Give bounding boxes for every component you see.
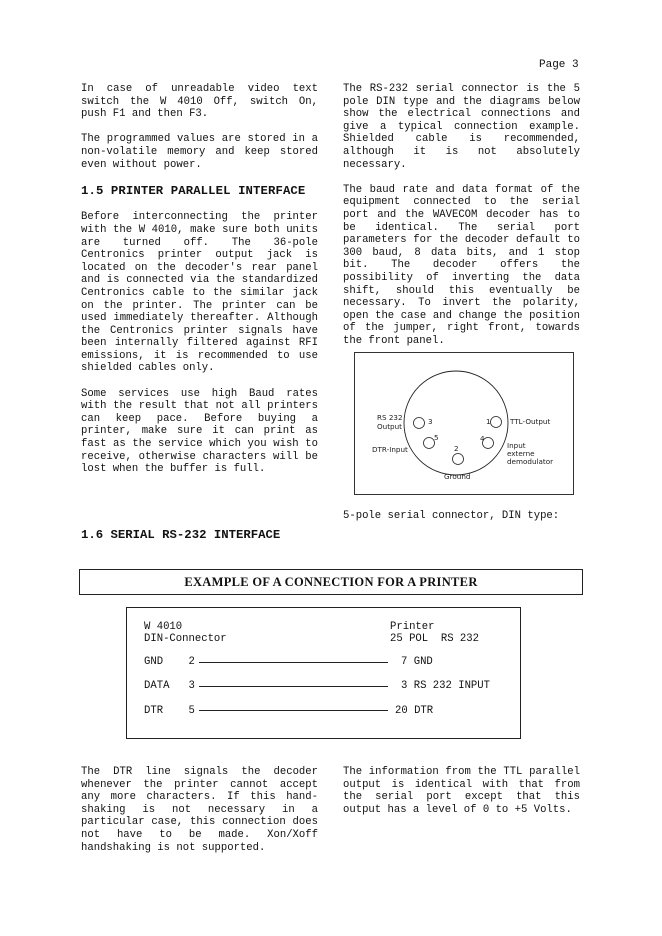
wire-gnd bbox=[199, 662, 388, 663]
example-title: EXAMPLE OF A CONNECTION FOR A PRINTER bbox=[79, 569, 583, 595]
ttl-output-label: TTL-Output bbox=[510, 417, 551, 426]
pin-5-label: 5 bbox=[434, 433, 439, 442]
input-label: demodulator bbox=[507, 457, 554, 466]
row-left-dtr: DTR 5 bbox=[144, 705, 195, 717]
dtr-input-label: DTR-Input bbox=[372, 445, 408, 454]
bottom-left-column bbox=[81, 766, 318, 867]
pin-3-circle bbox=[414, 418, 425, 429]
paragraph: Some services use high Baud rates with the result that not all printers can keep pace. Before buying a printer, make sure it can print as fast as the service which you wish to receive, otherwise characters will be lost when the buffer is full. bbox=[81, 387, 318, 476]
paragraph: The RS-232 serial connector is the 5 pole DIN type and the diagrams below show the electrical connections and give a typical connection example. Shielded cable is recommended, although it is not absolutely necessary. bbox=[343, 83, 580, 171]
row-left-data: DATA 3 bbox=[144, 680, 195, 692]
pin-1-circle bbox=[491, 417, 502, 428]
input-label: Input bbox=[507, 441, 526, 450]
din-connector-label: DIN-Connector bbox=[144, 633, 227, 645]
pin-5-circle bbox=[424, 438, 435, 449]
row-right-gnd: 7 GND bbox=[401, 656, 433, 668]
pin-2-label: 2 bbox=[454, 444, 459, 453]
ground-label: Ground bbox=[444, 472, 471, 481]
rs232-output-label: RS 232 bbox=[377, 413, 403, 422]
page-number: Page 3 bbox=[539, 59, 579, 71]
din-connector-figure bbox=[355, 353, 573, 494]
paragraph: Before interconnecting the printer with the W 4010, make sure both units are turned off. The 36-pole Centronics printer output jack is located on the decoder's rear panel and is connected via the standardized Centronics cable to the similar jack on the printer. The printer can be used immediately thereafter. Although the Centronics printer signals have been internally filtered against RFI emissions, it is recommended to use shielded cables only. bbox=[81, 211, 318, 375]
pin-1-label: 1 bbox=[486, 417, 491, 426]
section-heading-1-5: 1.5 PRINTER PARALLEL INTERFACE bbox=[81, 183, 306, 198]
paragraph: The programmed values are stored in a non-volatile memory and keep stored even without power. bbox=[81, 133, 318, 171]
paragraph: The information from the TTL parallel output is identical with that from the serial port except that this output has a level of 0 to +5 Volts. bbox=[343, 766, 580, 816]
row-left-gnd: GND 2 bbox=[144, 656, 195, 668]
right-column bbox=[343, 83, 580, 360]
connection-diagram bbox=[126, 607, 521, 739]
paragraph: In case of unreadable video text switch the W 4010 Off, switch On, push F1 and then F3. bbox=[81, 83, 318, 121]
w4010-label: W 4010 bbox=[144, 621, 183, 633]
wire-dtr bbox=[199, 710, 388, 711]
din-caption: 5-pole serial connector, DIN type: bbox=[343, 510, 560, 522]
row-right-data: 3 RS 232 INPUT bbox=[401, 680, 491, 692]
paragraph: The baud rate and data format of the equipment connected to the serial port and the WAVECOM decoder has to be identical. The serial port parameters for the decoder default to 300 baud, 8 data bits, and 1 stop bit. The decoder offers the possibility of inverting the data shift, should this eventually be necessary. To invert the polarity, open the case and change the position of the jumper, right front, towards the front panel. bbox=[343, 183, 580, 347]
left-column bbox=[81, 83, 318, 488]
wire-data bbox=[199, 686, 388, 687]
row-right-dtr: 20 DTR bbox=[395, 705, 434, 717]
rs232-output-label: Output bbox=[377, 422, 402, 431]
pol-label: 25 POL RS 232 bbox=[390, 633, 480, 645]
input-label: externe bbox=[507, 449, 535, 458]
pin-2-circle bbox=[453, 454, 464, 465]
paragraph: The DTR line signals the decoder whenever the printer cannot accept any more characters. If this hand-shaking is not necessary in a particular case, this connection does not have to be made. Xon/Xoff handshaking is not supported. bbox=[81, 766, 318, 854]
printer-label: Printer bbox=[390, 621, 435, 633]
pin-3-label: 3 bbox=[428, 417, 433, 426]
bottom-right-column bbox=[343, 766, 580, 829]
din-connector-diagram bbox=[354, 352, 574, 495]
din-outline bbox=[404, 371, 508, 475]
pin-4-label: 4 bbox=[480, 434, 485, 443]
section-heading-1-6: 1.6 SERIAL RS-232 INTERFACE bbox=[81, 528, 281, 542]
